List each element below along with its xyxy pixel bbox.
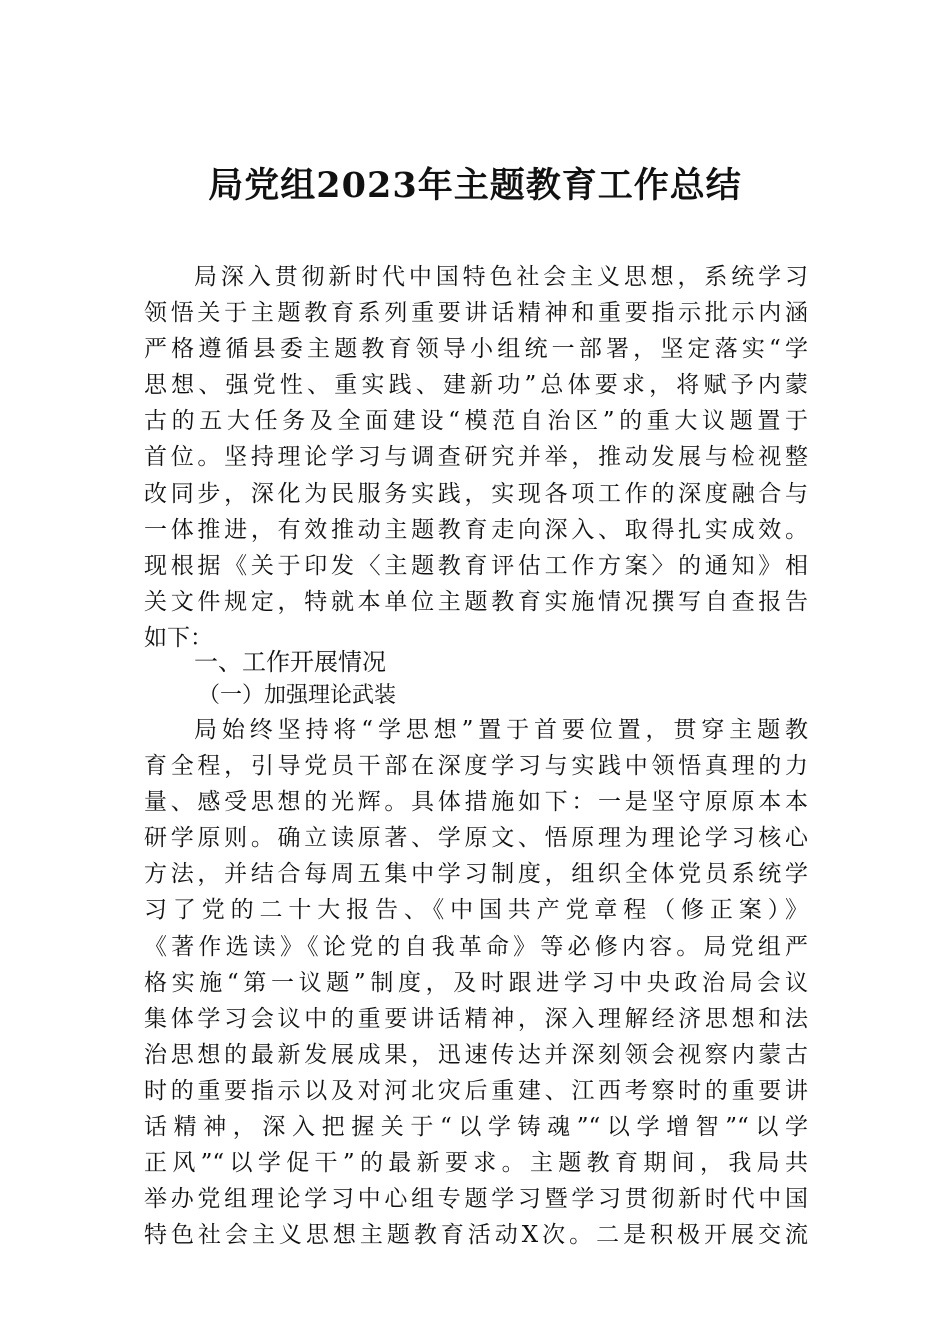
text-line: 如下： — [144, 624, 213, 651]
text-line: 特色社会主义思想主题教育活动X次。二是积极开展交流 — [144, 1222, 808, 1249]
text-line: 育全程，引导党员干部在深度学习与实践中领悟真理的力 — [144, 753, 808, 780]
body-paragraph — [144, 712, 808, 1253]
text-line: 现根据《关于印发〈主题教育评估工作方案〉的通知》相 — [144, 552, 808, 579]
text-line: 思想、强党性、重实践、建新功”总体要求，将赋予内蒙 — [144, 372, 808, 399]
section-heading: 一、工作开展情况 — [194, 648, 386, 676]
text-line: 举办党组理论学习中心组专题学习暨学习贯彻新时代中国 — [144, 1186, 808, 1213]
subsection-heading: （一）加强理论武装 — [198, 683, 397, 708]
text-line: 改同步，深化为民服务实践，实现各项工作的深度融合与 — [144, 480, 808, 507]
text-line: 研学原则。确立读原著、学原文、悟原理为理论学习核心 — [144, 825, 808, 852]
text-line: 正风”“以学促干”的最新要求。主题教育期间，我局共 — [144, 1150, 808, 1177]
text-line: 话精神，深入把握关于“以学铸魂”“以学增智”“以学 — [144, 1114, 808, 1141]
text-line: 时的重要指示以及对河北灾后重建、江西考察时的重要讲 — [144, 1077, 808, 1104]
text-line: 习了党的二十大报告、《中国共产党章程（修正案）》 — [144, 897, 808, 924]
document-title: 局党组2023年主题教育工作总结 — [208, 165, 742, 206]
text-line: 关文件规定，特就本单位主题教育实施情况撰写自查报告 — [144, 588, 808, 615]
text-line: 领悟关于主题教育系列重要讲话精神和重要指示批示内涵 — [144, 300, 808, 327]
text-line: 量、感受思想的光辉。具体措施如下：一是坚守原原本本 — [144, 789, 808, 816]
text-line: 集体学习会议中的重要讲话精神，深入理解经济思想和法 — [144, 1005, 808, 1032]
text-line: 一体推进，有效推动主题教育走向深入、取得扎实成效。 — [144, 516, 808, 543]
intro-paragraph — [144, 259, 808, 656]
text-line: 《著作选读》《论党的自我革命》等必修内容。局党组严 — [144, 933, 808, 960]
text-line: 严格遵循县委主题教育领导小组统一部署，坚定落实“学 — [144, 336, 808, 363]
text-line: 局深入贯彻新时代中国特色社会主义思想，系统学习 — [194, 264, 808, 290]
text-line: 方法，并结合每周五集中学习制度，组织全体党员系统学 — [144, 861, 808, 888]
text-line: 古的五大任务及全面建设“模范自治区”的重大议题置于 — [144, 408, 808, 435]
text-line: 首位。坚持理论学习与调查研究并举，推动发展与检视整 — [144, 444, 808, 471]
section-one — [144, 640, 808, 1253]
text-line: 局始终坚持将“学思想”置于首要位置，贯穿主题教 — [194, 717, 808, 743]
text-line: 治思想的最新发展成果，迅速传达并深刻领会视察内蒙古 — [144, 1041, 808, 1068]
text-line: 格实施“第一议题”制度，及时跟进学习中央政治局会议 — [144, 969, 808, 996]
